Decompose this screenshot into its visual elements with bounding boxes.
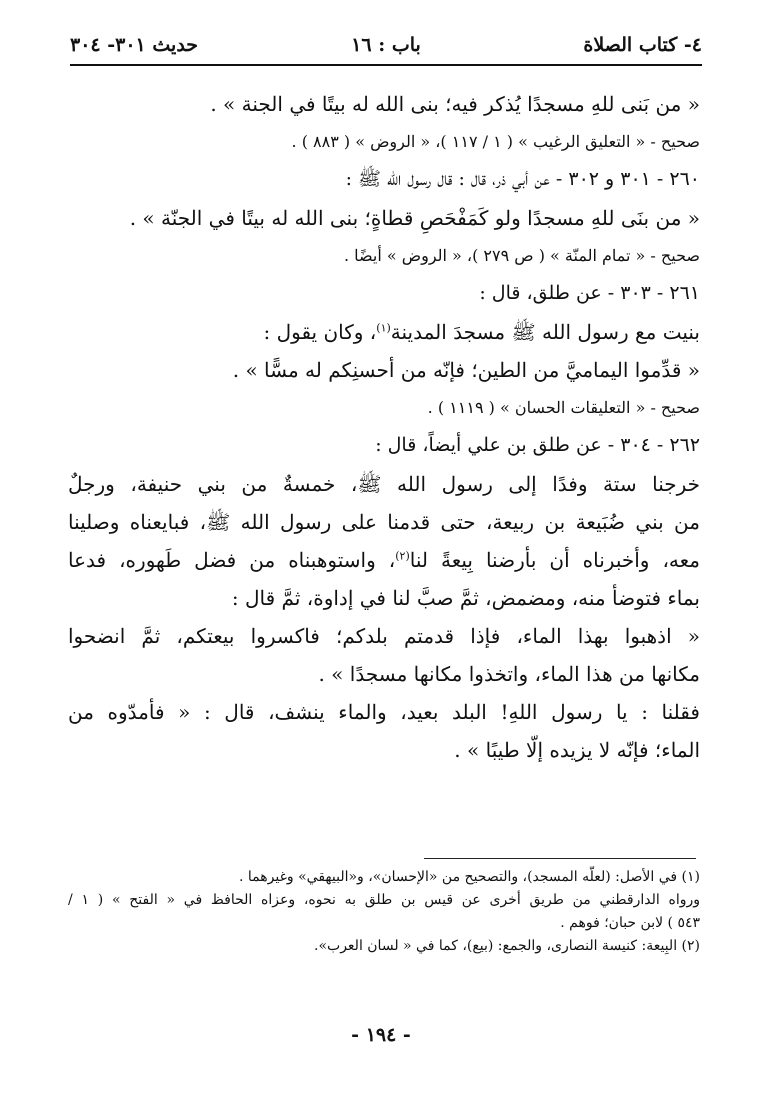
running-header	[70, 28, 702, 60]
page-number: - ١٩٤ -	[351, 1024, 411, 1046]
hadith-text-line: بنيت مع رسول الله ﷺ مسجدَ المدينة$^{(١)}$، وكان يقول :	[263, 320, 700, 344]
footnote-ref-1: (١)	[376, 321, 391, 335]
hadith-text-line: بماء فتوضأ منه، ومضمض، ثمَّ صبَّ لنا في إداوة، ثمَّ قال :	[231, 586, 700, 610]
hadith-heading: ٢٦٢ - ٣٠٤ - عن طلق بن علي أيضاً، قال :	[375, 434, 700, 456]
grading-line: صحيح - « التعليقات الحسان » ( ١١١٩ ) .	[427, 398, 700, 417]
hadith-heading: ٢٦١ - ٣٠٣ - عن طلق، قال :	[479, 282, 700, 304]
footnote-line: ورواه الدارقطني من طريق أخرى عن قيس بن طلق به نحوه، وعزاه الحافظ في « الفتح » ( ١ /	[68, 892, 700, 908]
hadith-text-line: « قدِّموا اليماميَّ من الطين؛ فإنّه من أحسنِكم له مسًّا » .	[232, 358, 700, 382]
main-text	[68, 86, 700, 770]
chapter-title: ٤- كتاب الصلاة	[583, 34, 702, 56]
grading-line: صحيح - « التعليق الرغيب » ( ١ / ١١٧ )، « الروض » ( ٨٨٣ ) .	[291, 132, 700, 151]
hadith-text-line: « من بنَى للهِ مسجدًا ولو كَمَفْحَصِ قطاةٍ؛ بنى الله له بيتًا في الجنّة » .	[129, 206, 700, 230]
hadith-range: حديث ٣٠١- ٣٠٤	[70, 34, 199, 56]
section-title: باب : ١٦	[351, 34, 421, 56]
hadith-heading: ٢٦٠ - ٣٠١ و ٣٠٢ - عن أبي ذر، قال : قال رسول الله ﷺ :	[345, 168, 700, 190]
hadith-text-line: معه، وأخبرناه أن بأرضنا بِيعةً لنا$^{(٢)}$، واستوهبناه من فضل طَهوره، فدعا	[68, 548, 700, 572]
grading-line: صحيح - « تمام المنّة » ( ص ٢٧٩ )، « الروض » أيضًا .	[343, 246, 700, 265]
footnotes	[68, 866, 700, 958]
hadith-text-line: « اذهبوا بهذا الماء، فإذا قدمتم بلدكم؛ فاكسروا بيعتكم، ثمَّ انضحوا	[68, 624, 700, 648]
hadith-text-line: مكانها من هذا الماء، واتخذوا مكانها مسجدًا » .	[318, 662, 700, 686]
footnote-line: (٢) البِيعة: كنيسة النصارى، والجمع: (بيع)، كما في « لسان العرب».	[314, 938, 700, 954]
hadith-text-line: خرجنا ستة وفدًا إلى رسول الله ﷺ، خمسةٌ من بني حنيفة، ورجلٌ	[68, 472, 700, 496]
footnote-line: ٥٤٣ ) لابن حبان؛ فوهم .	[560, 915, 700, 931]
hadith-text-line: الماء؛ فإنّه لا يزيده إلّا طيبًا » .	[454, 738, 700, 762]
footnote-line: (١) في الأصل: (لعلّه المسجد)، والتصحيح من «الإحسان»، و«البيهقي» وغيرهما .	[238, 869, 700, 885]
footnote-rule	[424, 858, 696, 859]
header-rule	[70, 64, 702, 66]
hadith-text-line: من بني ضُبَيعة بن ربيعة، حتى قدمنا على رسول الله ﷺ، فبايعناه وصلينا	[68, 510, 700, 534]
hadith-text-line: فقلنا : يا رسول اللهِ! البلد بعيد، والماء ينشف، قال : « فأمدّوه من	[68, 700, 700, 724]
footnote-ref-2: (٢)	[395, 549, 410, 563]
hadith-text-line: « من بَنى للهِ مسجدًا يُذكر فيه؛ بنى الله له بيتًا في الجنة » .	[210, 92, 700, 116]
